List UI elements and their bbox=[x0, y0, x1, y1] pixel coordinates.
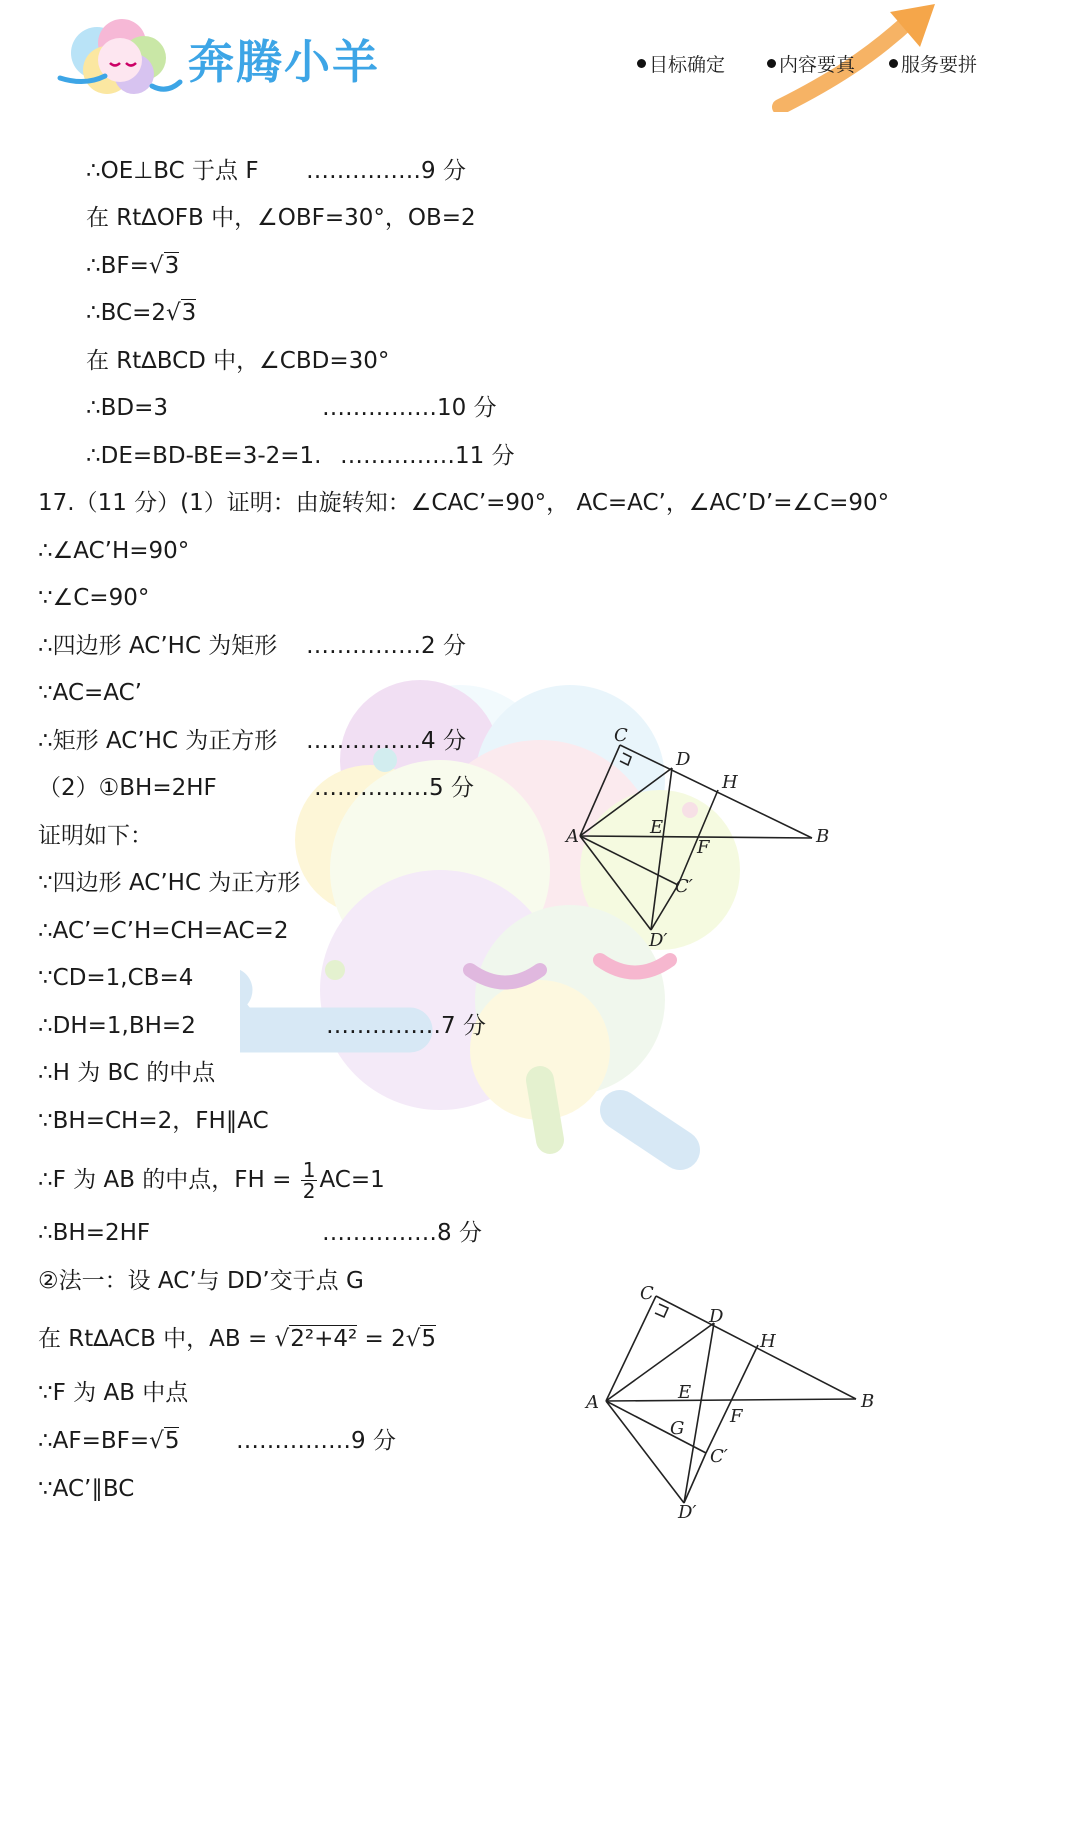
point-label: D bbox=[709, 1306, 724, 1327]
bullet-icon bbox=[637, 59, 646, 68]
point-label: B bbox=[816, 826, 830, 847]
solution-line: ∴F 为 AB 的中点，FH = $\frac{1}{2}$ AC=1 bbox=[38, 1158, 385, 1203]
geometry-figure-2 bbox=[580, 1275, 890, 1530]
score-marker: ……………4 分 bbox=[306, 728, 466, 754]
point-label: C bbox=[614, 725, 628, 746]
solution-line: 在 Rt∆ACB 中，AB = √2²+4² = 2√5 bbox=[38, 1326, 437, 1352]
solution-line: ②法一：设 AC’与 DD’交于点 G bbox=[38, 1268, 364, 1294]
solution-line: （2）①BH=2HF bbox=[38, 775, 217, 801]
sqrt-icon: √ bbox=[149, 1428, 164, 1454]
solution-line: 在 Rt∆BCD 中，∠CBD=30° bbox=[86, 348, 390, 374]
score-marker: ……………7 分 bbox=[326, 1013, 486, 1039]
geometry-figure-1 bbox=[550, 720, 850, 960]
solution-line: ∴矩形 AC’HC 为正方形 bbox=[38, 728, 278, 754]
point-label: C bbox=[640, 1283, 654, 1304]
solution-line: ∵CD=1,CB=4 bbox=[38, 965, 194, 991]
solution-line: ∴DH=1,BH=2 bbox=[38, 1013, 196, 1039]
point-label: D′ bbox=[678, 1502, 697, 1523]
solution-line: ∴OE⊥BC 于点 F bbox=[86, 158, 259, 184]
brand-name: 奔腾小羊 bbox=[188, 35, 380, 89]
solution-line: 证明如下： bbox=[38, 823, 153, 849]
point-label: D′ bbox=[649, 930, 668, 951]
score-marker: ……………8 分 bbox=[322, 1220, 482, 1246]
solution-line: ∴H 为 BC 的中点 bbox=[38, 1060, 216, 1086]
solution-line: ∴AC’=C’H=CH=AC=2 bbox=[38, 918, 289, 944]
sqrt-icon: √ bbox=[165, 300, 181, 326]
solution-line: ∵BH=CH=2，FH∥AC bbox=[38, 1108, 269, 1134]
bullet-icon bbox=[889, 59, 898, 68]
solution-line: ∴BF=√3 bbox=[86, 253, 180, 279]
score-marker: ……………9 分 bbox=[236, 1428, 396, 1454]
point-label: A bbox=[566, 826, 579, 847]
solution-line: ∴DE=BD-BE=3-2=1. bbox=[86, 443, 322, 469]
solution-line: ∵∠C=90° bbox=[38, 585, 150, 611]
problem-heading: 17.（11 分）(1）证明：由旋转知：∠CAC’=90°， AC=AC’，∠AC’D’=∠C=90° bbox=[38, 490, 890, 516]
solution-line: ∵AC=AC’ bbox=[38, 680, 142, 706]
point-label: F bbox=[730, 1406, 743, 1427]
score-marker: ……………9 分 bbox=[306, 158, 466, 184]
solution-line: ∴BC=2√3 bbox=[86, 300, 197, 326]
point-label: B bbox=[861, 1391, 875, 1412]
solution-line: ∴BD=3 bbox=[86, 395, 169, 421]
solution-line: ∵F 为 AB 中点 bbox=[38, 1380, 189, 1406]
point-label: E bbox=[678, 1382, 692, 1403]
point-label: A bbox=[586, 1392, 599, 1413]
sqrt-icon: √ bbox=[148, 253, 164, 279]
point-label: H bbox=[760, 1331, 776, 1352]
fraction: $\frac{1}{2}$ bbox=[302, 1158, 316, 1203]
header-tag: 内容要真 bbox=[767, 50, 855, 77]
solution-line: ∴BH=2HF bbox=[38, 1220, 151, 1246]
point-label: G bbox=[670, 1418, 685, 1439]
header-tag: 服务要拼 bbox=[889, 50, 977, 77]
point-label: D bbox=[676, 749, 691, 770]
sqrt-icon: √ bbox=[405, 1326, 421, 1352]
score-marker: ……………10 分 bbox=[322, 395, 497, 421]
score-marker: ……………5 分 bbox=[314, 775, 474, 801]
solution-line: ∴AF=BF=√5 bbox=[38, 1428, 180, 1454]
score-marker: ……………11 分 bbox=[340, 443, 515, 469]
solution-line: 在 Rt∆OFB 中，∠OBF=30°，OB=2 bbox=[86, 205, 476, 231]
point-label: C′ bbox=[675, 876, 693, 897]
solution-line: ∴∠AC’H=90° bbox=[38, 538, 190, 564]
point-label: H bbox=[722, 772, 738, 793]
point-label: C′ bbox=[710, 1446, 728, 1467]
solution-line: ∵四边形 AC’HC 为正方形 bbox=[38, 870, 301, 896]
bullet-icon bbox=[767, 59, 776, 68]
brand-logo bbox=[52, 8, 192, 108]
point-label: F bbox=[697, 837, 710, 858]
solution-line: ∵AC’∥BC bbox=[38, 1476, 135, 1502]
solution-line: ∴四边形 AC’HC 为矩形 bbox=[38, 633, 278, 659]
point-label: E bbox=[650, 817, 664, 838]
score-marker: ……………2 分 bbox=[306, 633, 466, 659]
sqrt-icon: √ bbox=[274, 1326, 290, 1352]
header-tag: 目标确定 bbox=[637, 50, 725, 77]
